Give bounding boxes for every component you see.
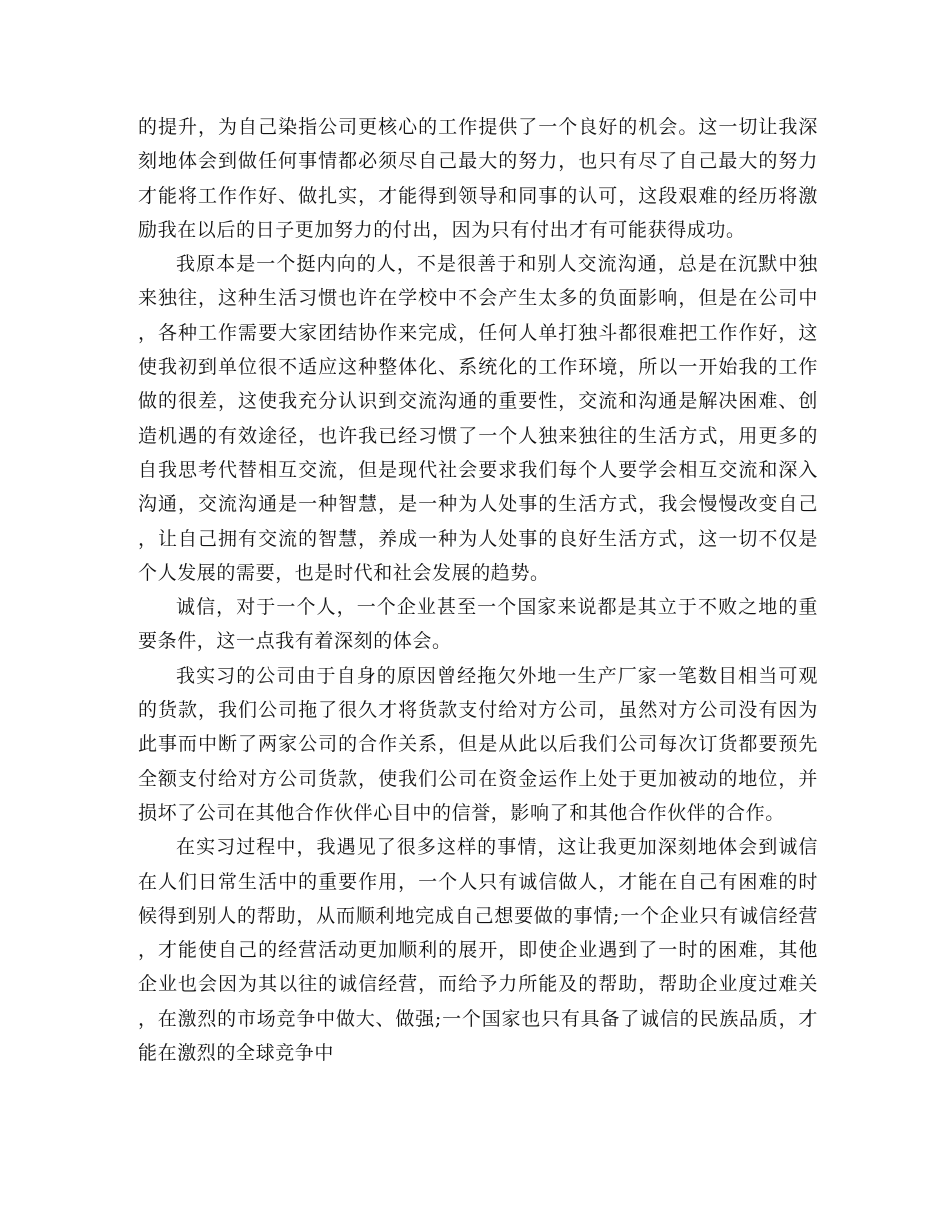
paragraph-4: 我实习的公司由于自身的原因曾经拖欠外地一生产厂家一笔数目相当可观的货款，我们公司拖了很久才将货款支付给对方公司，虽然对方公司没有因为此事而中断了两家公司的合作关系，但是从此以后我们公司每次订货都要预先全额支付给对方公司货款，使我们公司在资金运作上处于更加被动的地位，并损坏了公司在其他合作伙伴心目中的信誉，影响了和其他合作伙伴的合作。 xyxy=(138,664,818,824)
paragraph-1: 的提升，为自己染指公司更核心的工作提供了一个良好的机会。这一切让我深刻地体会到做任何事情都必须尽自己最大的努力，也只有尽了自己最大的努力才能将工作作好、做扎实，才能得到领导和同事的认可，这段艰难的经历将激励我在以后的日子更加努力的付出，因为只有付出才有可能获得成功。 xyxy=(138,116,818,241)
paragraph-5: 在实习过程中，我遇见了很多这样的事情，这让我更加深刻地体会到诚信在人们日常生活中的重要作用，一个人只有诚信做人，才能在自己有困难的时候得到别人的帮助，从而顺利地完成自己想要做的事情;一个企业只有诚信经营，才能使自己的经营活动更加顺利的展开，即使企业遇到了一时的困难，其他企业也会因为其以往的诚信经营，而给予力所能及的帮助，帮助企业度过难关，在激烈的市场竞争中做大、做强;一个国家也只有具备了诚信的民族品质，才能在激烈的全球竞争中 xyxy=(138,836,818,1065)
paragraph-2: 我原本是一个挺内向的人，不是很善于和别人交流沟通，总是在沉默中独来独往，这种生活习惯也许在学校中不会产生太多的负面影响，但是在公司中，各种工作需要大家团结协作来完成，任何人单打独斗都很难把工作作好，这使我初到单位很不适应这种整体化、系统化的工作环境，所以一开始我的工作做的很差，这使我充分认识到交流沟通的重要性，交流和沟通是解决困难、创造机遇的有效途径，也许我已经习惯了一个人独来独往的生活方式，用更多的自我思考代替相互交流，但是现代社会要求我们每个人要学会相互交流和深入沟通，交流沟通是一种智慧，是一种为人处事的生活方式，我会慢慢改变自己，让自己拥有交流的智慧，养成一种为人处事的良好生活方式，这一切不仅是个人发展的需要，也是时代和社会发展的趋势。 xyxy=(138,253,818,584)
document-body xyxy=(138,110,818,1070)
paragraph-3: 诚信，对于一个人，一个企业甚至一个国家来说都是其立于不败之地的重要条件，这一点我有着深刻的体会。 xyxy=(138,596,818,653)
